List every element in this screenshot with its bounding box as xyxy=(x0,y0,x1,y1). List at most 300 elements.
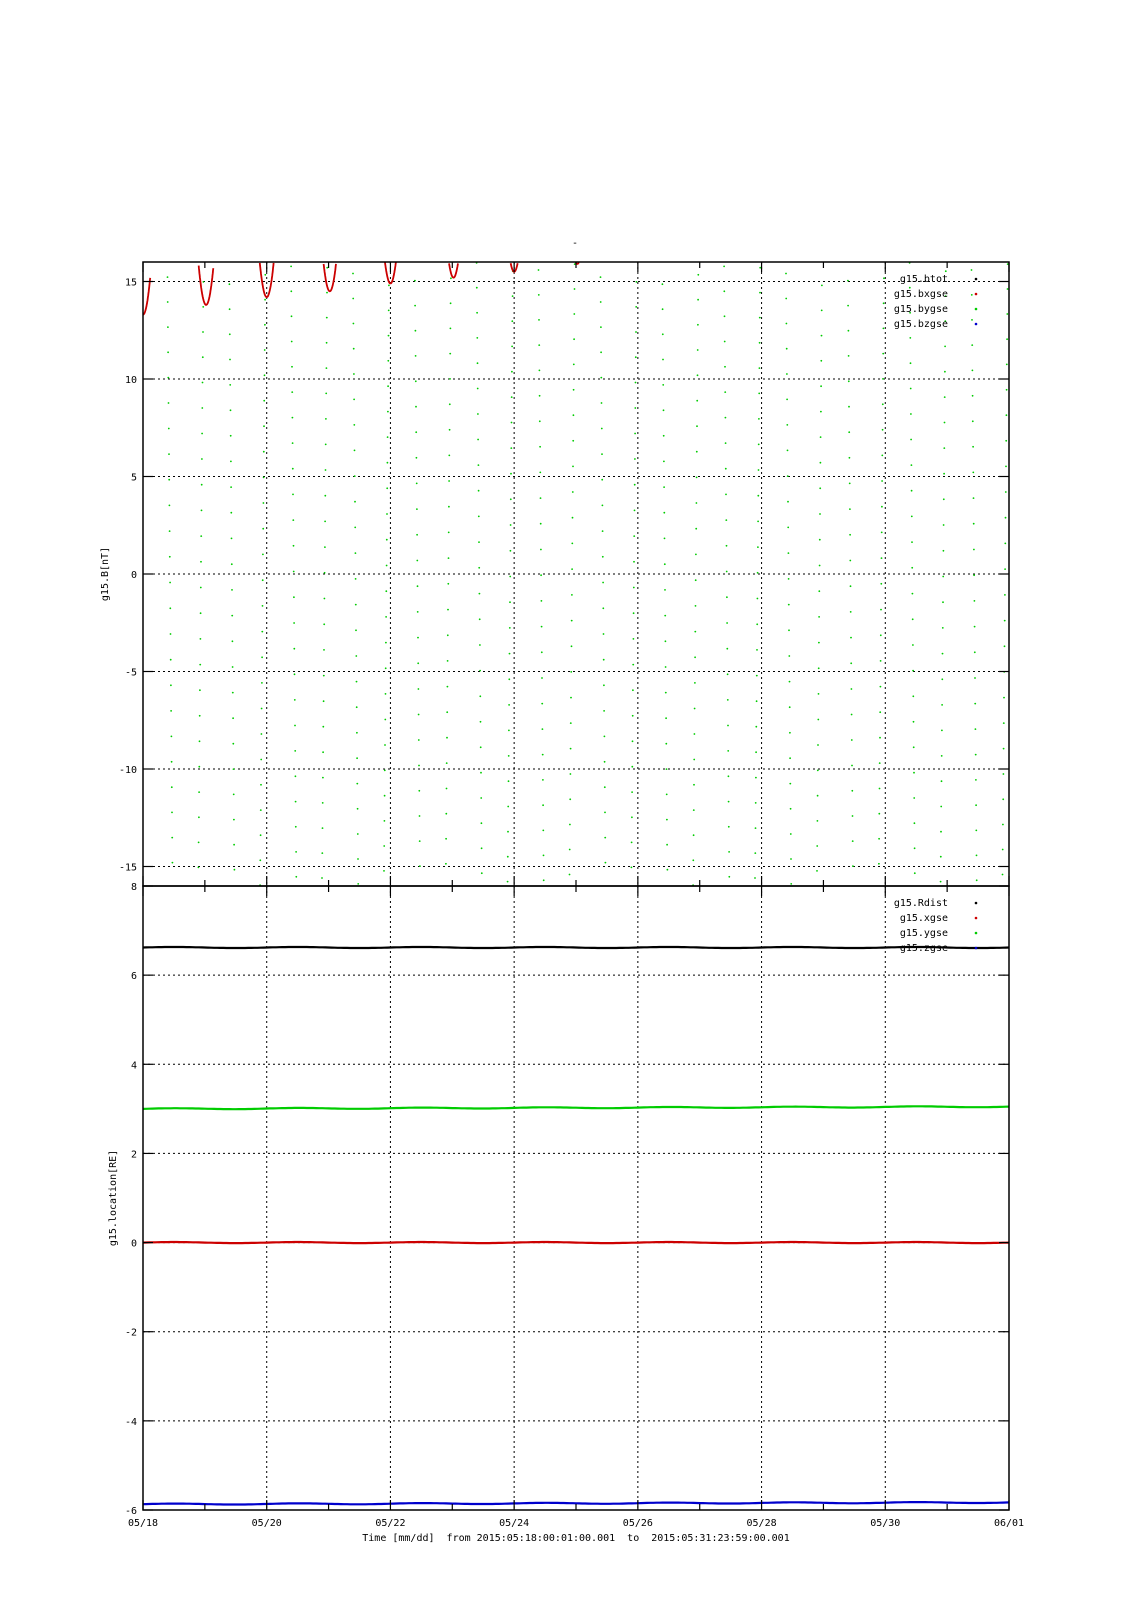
bygse-point xyxy=(169,556,171,558)
bygse-point xyxy=(511,371,513,373)
bygse-point xyxy=(383,845,385,847)
bygse-point xyxy=(664,563,666,565)
bygse-point xyxy=(260,784,262,786)
bygse-point xyxy=(602,530,604,532)
bygse-point xyxy=(292,417,294,419)
bygse-point xyxy=(755,802,757,804)
bygse-point xyxy=(942,653,944,655)
bygse-point xyxy=(635,306,637,308)
bygse-point xyxy=(233,794,235,796)
bygse-point xyxy=(1005,517,1007,519)
bygse-point xyxy=(786,373,788,375)
bygse-point xyxy=(387,436,389,438)
bygse-point xyxy=(326,367,328,369)
bygse-point xyxy=(293,545,295,547)
bygse-point xyxy=(477,362,479,364)
bygse-point xyxy=(818,642,820,644)
bygse-point xyxy=(662,283,664,285)
y-tick-label: 4 xyxy=(130,1060,137,1072)
bygse-point xyxy=(847,305,849,307)
bygse-point xyxy=(419,815,421,817)
bygse-point xyxy=(354,501,356,503)
legend-entry-marker xyxy=(975,902,978,905)
bygse-point xyxy=(229,308,231,310)
bygse-point xyxy=(198,766,200,768)
bygse-point xyxy=(942,601,944,603)
bygse-point xyxy=(879,737,881,739)
bygse-point xyxy=(415,380,417,382)
bygse-point xyxy=(170,684,172,686)
bygse-point xyxy=(234,869,236,871)
bygse-point xyxy=(852,815,854,817)
bygse-point xyxy=(632,740,634,742)
bygse-point xyxy=(1002,824,1004,826)
bygse-point xyxy=(849,508,851,510)
bygse-point xyxy=(601,453,603,455)
bygse-point xyxy=(940,806,942,808)
bygse-point xyxy=(820,385,822,387)
bygse-point xyxy=(942,627,944,629)
bygse-point xyxy=(603,659,605,661)
bygse-point xyxy=(415,406,417,408)
bygse-point xyxy=(170,659,172,661)
bygse-point xyxy=(911,516,913,518)
bygse-point xyxy=(448,532,450,534)
bygse-point xyxy=(943,447,945,449)
bygse-point xyxy=(728,851,730,853)
bygse-point xyxy=(820,462,822,464)
bygse-point xyxy=(260,759,262,761)
bygse-point xyxy=(352,298,354,300)
bygse-point xyxy=(758,444,760,446)
bygse-point xyxy=(325,444,327,446)
bygse-point xyxy=(694,631,696,633)
bygse-point xyxy=(356,757,358,759)
bygse-point xyxy=(882,429,884,431)
bygse-point xyxy=(635,331,637,333)
bygse-point xyxy=(168,453,170,455)
bygse-point xyxy=(727,725,729,727)
bygse-point xyxy=(357,808,359,810)
bygse-point xyxy=(725,442,727,444)
bygse-point xyxy=(603,684,605,686)
bygse-point xyxy=(665,666,667,668)
bygse-point xyxy=(912,618,914,620)
bygse-point xyxy=(633,535,635,537)
bygse-point xyxy=(541,626,543,628)
bygse-point xyxy=(292,468,294,470)
bygse-point xyxy=(264,324,266,326)
bygse-point xyxy=(322,827,324,829)
bygse-point xyxy=(941,704,943,706)
bygse-point xyxy=(169,505,171,507)
bygse-point xyxy=(231,615,233,617)
bygse-point xyxy=(821,335,823,337)
bygse-point xyxy=(724,366,726,368)
bygse-point xyxy=(199,689,201,691)
bygse-point xyxy=(325,418,327,420)
y-tick-label: -10 xyxy=(118,765,137,776)
bygse-point xyxy=(170,633,172,635)
bygse-point xyxy=(880,583,882,585)
y-tick-label: -6 xyxy=(124,1506,137,1517)
bygse-point xyxy=(198,867,200,869)
bygse-point xyxy=(913,772,915,774)
bygse-point xyxy=(353,373,355,375)
bygse-point xyxy=(388,310,390,312)
bygse-point xyxy=(973,574,975,576)
y-tick-label: -15 xyxy=(118,862,137,874)
bygse-point xyxy=(758,469,760,471)
bygse-point xyxy=(542,728,544,730)
bygse-point xyxy=(755,726,757,728)
bygse-point xyxy=(232,666,234,668)
bygse-point xyxy=(819,487,821,489)
bygse-point xyxy=(417,585,419,587)
bygse-point xyxy=(356,732,358,734)
bygse-point xyxy=(510,447,512,449)
bygse-point xyxy=(819,565,821,567)
bygse-point xyxy=(725,494,727,496)
bygse-point xyxy=(447,660,449,662)
x-tick-label: 05/18 xyxy=(127,1518,159,1529)
bygse-point xyxy=(941,780,943,782)
bygse-point xyxy=(604,761,606,763)
bygse-point xyxy=(974,626,976,628)
bygse-point xyxy=(634,433,636,435)
bygse-point xyxy=(231,538,233,540)
bygse-point xyxy=(973,497,975,499)
bygse-point xyxy=(355,629,357,631)
bygse-point xyxy=(508,755,510,757)
bygse-point xyxy=(975,804,977,806)
bygse-point xyxy=(538,319,540,321)
bygse-point xyxy=(664,589,666,591)
bygse-point xyxy=(357,883,359,885)
bygse-point xyxy=(848,355,850,357)
bygse-point xyxy=(384,744,386,746)
bygse-point xyxy=(200,638,202,640)
bygse-point xyxy=(448,455,450,457)
y-tick-label: 2 xyxy=(130,1149,137,1161)
bygse-point xyxy=(662,333,664,335)
x-tick-label: 05/24 xyxy=(499,1518,530,1529)
y-tick-label: -5 xyxy=(124,667,137,679)
bygse-point xyxy=(635,382,637,384)
bygse-point xyxy=(200,612,202,614)
bygse-point xyxy=(449,353,451,355)
bygse-point xyxy=(322,726,324,728)
bygse-point xyxy=(819,513,821,515)
bygse-point xyxy=(757,521,759,523)
bygse-point xyxy=(233,768,235,770)
bygse-point xyxy=(728,876,730,878)
bygse-point xyxy=(911,567,913,569)
bygse-point xyxy=(693,834,695,836)
bygse-point xyxy=(818,693,820,695)
bygse-point xyxy=(417,611,419,613)
bygse-point xyxy=(940,831,942,833)
bygse-point xyxy=(880,686,882,688)
bygse-point xyxy=(446,788,448,790)
legend-entry-label: g15.ygse xyxy=(899,928,948,939)
bygse-point xyxy=(510,550,512,552)
x-tick-label: 05/22 xyxy=(375,1518,406,1529)
bygse-point xyxy=(386,513,388,515)
bygse-point xyxy=(324,495,326,497)
bygse-point xyxy=(387,411,389,413)
bygse-point xyxy=(694,708,696,710)
bygse-point xyxy=(849,534,851,536)
bygse-point xyxy=(723,290,725,292)
bygse-point xyxy=(912,670,914,672)
bygse-point xyxy=(1004,645,1006,647)
bygse-point xyxy=(850,611,852,613)
bygse-point xyxy=(508,704,510,706)
bygse-point xyxy=(974,703,976,705)
bygse-point xyxy=(572,466,574,468)
bygse-point xyxy=(232,743,234,745)
bottom-panel-y-axis-label: g15.location[RE] xyxy=(108,1149,119,1247)
bygse-point xyxy=(663,486,665,488)
bygse-point xyxy=(881,557,883,559)
bygse-point xyxy=(387,360,389,362)
bygse-point xyxy=(295,851,297,853)
bygse-point xyxy=(507,831,509,833)
bygse-point xyxy=(539,420,541,422)
bygse-point xyxy=(291,366,293,368)
bygse-point xyxy=(663,512,665,514)
bygse-point xyxy=(199,664,201,666)
x-tick-label: 05/20 xyxy=(251,1518,282,1529)
bygse-point xyxy=(169,607,171,609)
bygse-point xyxy=(262,605,264,607)
bygse-point xyxy=(481,872,483,874)
bygse-point xyxy=(971,344,973,346)
bygse-point xyxy=(507,806,509,808)
bygse-point xyxy=(790,808,792,810)
bygse-point xyxy=(726,571,728,573)
legend-entry-label: g15.xgse xyxy=(899,913,948,924)
bygse-point xyxy=(695,554,697,556)
bygse-point xyxy=(476,312,478,314)
bygse-point xyxy=(726,545,728,547)
bygse-point xyxy=(480,772,482,774)
bygse-point xyxy=(725,417,727,419)
bygse-point xyxy=(388,285,390,287)
bygse-point xyxy=(416,483,418,485)
bygse-point xyxy=(880,634,882,636)
bygse-point xyxy=(788,552,790,554)
bygse-point xyxy=(972,395,974,397)
bygse-point xyxy=(636,281,638,283)
bygse-point xyxy=(322,777,324,779)
bygse-point xyxy=(571,645,573,647)
bygse-point xyxy=(604,786,606,788)
bygse-point xyxy=(232,692,234,694)
bygse-point xyxy=(632,715,634,717)
bygse-point xyxy=(295,801,297,803)
legend-entry-label: g15.bzgse xyxy=(893,319,948,330)
bygse-point xyxy=(821,310,823,312)
bygse-point xyxy=(755,751,757,753)
bygse-point xyxy=(725,519,727,521)
bygse-point xyxy=(542,779,544,781)
bygse-point xyxy=(602,607,604,609)
bygse-point xyxy=(759,342,761,344)
bygse-point xyxy=(541,703,543,705)
bygse-point xyxy=(540,497,542,499)
bygse-point xyxy=(261,733,263,735)
bygse-point xyxy=(231,589,233,591)
bygse-point xyxy=(541,677,543,679)
bygse-point xyxy=(418,714,420,716)
bygse-point xyxy=(511,346,513,348)
bygse-point xyxy=(878,863,880,865)
bygse-point xyxy=(571,594,573,596)
bygse-point xyxy=(198,816,200,818)
bygse-point xyxy=(1002,798,1004,800)
bygse-point xyxy=(229,333,231,335)
y-tick-label: 15 xyxy=(124,277,137,289)
bygse-point xyxy=(324,546,326,548)
bygse-point xyxy=(449,403,451,405)
bygse-point xyxy=(727,750,729,752)
bygse-point xyxy=(663,461,665,463)
bygse-point xyxy=(848,380,850,382)
bygse-point xyxy=(785,298,787,300)
bygse-point xyxy=(353,323,355,325)
bygse-point xyxy=(232,717,234,719)
legend-entry-marker xyxy=(975,293,978,296)
bygse-point xyxy=(543,879,545,881)
bygse-point xyxy=(201,484,203,486)
bygse-point xyxy=(322,751,324,753)
bygse-point xyxy=(726,648,728,650)
bygse-point xyxy=(357,858,359,860)
bygse-point xyxy=(1005,440,1007,442)
bygse-point xyxy=(511,422,513,424)
legend-entry-label: g15.bygse xyxy=(893,304,948,315)
bygse-point xyxy=(633,587,635,589)
bygse-point xyxy=(604,812,606,814)
bygse-point xyxy=(447,583,449,585)
bygse-point xyxy=(786,323,788,325)
bygse-point xyxy=(785,273,787,275)
bygse-point xyxy=(758,393,760,395)
bygse-point xyxy=(414,280,416,282)
bygse-point xyxy=(386,487,388,489)
bygse-point xyxy=(757,546,759,548)
bygse-point xyxy=(880,609,882,611)
bygse-point xyxy=(263,502,265,504)
bygse-point xyxy=(787,475,789,477)
bygse-point xyxy=(972,370,974,372)
bygse-point xyxy=(355,655,357,657)
bygse-point xyxy=(259,859,261,861)
bygse-point xyxy=(418,790,420,792)
bygse-point xyxy=(1005,466,1007,468)
bygse-point xyxy=(356,783,358,785)
bygse-point xyxy=(605,862,607,864)
bygse-point xyxy=(417,637,419,639)
bygse-point xyxy=(539,370,541,372)
bygse-point xyxy=(571,568,573,570)
bygse-point xyxy=(910,439,912,441)
bygse-point xyxy=(321,877,323,879)
bygse-point xyxy=(976,879,978,881)
bygse-point xyxy=(850,662,852,664)
bygse-point xyxy=(294,725,296,727)
bygse-point xyxy=(570,773,572,775)
bygse-point xyxy=(944,371,946,373)
bygse-point xyxy=(600,301,602,303)
bygse-point xyxy=(229,283,231,285)
bygse-point xyxy=(881,455,883,457)
bygse-point xyxy=(356,706,358,708)
y-tick-label: -2 xyxy=(124,1327,137,1339)
bygse-point xyxy=(478,541,480,543)
bygse-point xyxy=(851,765,853,767)
y-tick-label: 10 xyxy=(124,375,137,386)
bygse-point xyxy=(450,328,452,330)
bygse-point xyxy=(820,411,822,413)
bygse-point xyxy=(540,523,542,525)
bygse-point xyxy=(321,852,323,854)
bygse-point xyxy=(573,313,575,315)
bygse-point xyxy=(818,616,820,618)
bygse-point xyxy=(817,820,819,822)
bygse-point xyxy=(198,791,200,793)
bygse-point xyxy=(693,784,695,786)
bygse-point xyxy=(975,754,977,756)
bygse-point xyxy=(354,450,356,452)
bygse-point xyxy=(634,458,636,460)
bygse-point xyxy=(1003,748,1005,750)
bygse-point xyxy=(572,517,574,519)
bygse-point xyxy=(323,675,325,677)
bygse-point xyxy=(510,498,512,500)
bygse-point xyxy=(662,359,664,361)
bygse-point xyxy=(789,732,791,734)
bygse-point xyxy=(573,338,575,340)
bygse-point xyxy=(941,678,943,680)
bygse-point xyxy=(883,277,885,279)
bygse-point xyxy=(1003,722,1005,724)
bygse-point xyxy=(756,623,758,625)
bygse-point xyxy=(385,590,387,592)
bygse-point xyxy=(695,605,697,607)
bygse-point xyxy=(756,675,758,677)
bygse-point xyxy=(942,576,944,578)
bygse-point xyxy=(940,881,942,883)
bygse-point xyxy=(569,798,571,800)
bygse-point xyxy=(571,620,573,622)
y-tick-label: 0 xyxy=(130,570,137,581)
bygse-point xyxy=(511,320,513,322)
bygse-point xyxy=(726,622,728,624)
bygse-point xyxy=(788,629,790,631)
bygse-point xyxy=(666,819,668,821)
bygse-point xyxy=(172,862,174,864)
bygse-point xyxy=(201,433,203,435)
bygse-point xyxy=(879,762,881,764)
bygse-point xyxy=(975,779,977,781)
bygse-point xyxy=(662,384,664,386)
bygse-point xyxy=(386,565,388,567)
bygse-point xyxy=(944,346,946,348)
bygse-point xyxy=(569,849,571,851)
